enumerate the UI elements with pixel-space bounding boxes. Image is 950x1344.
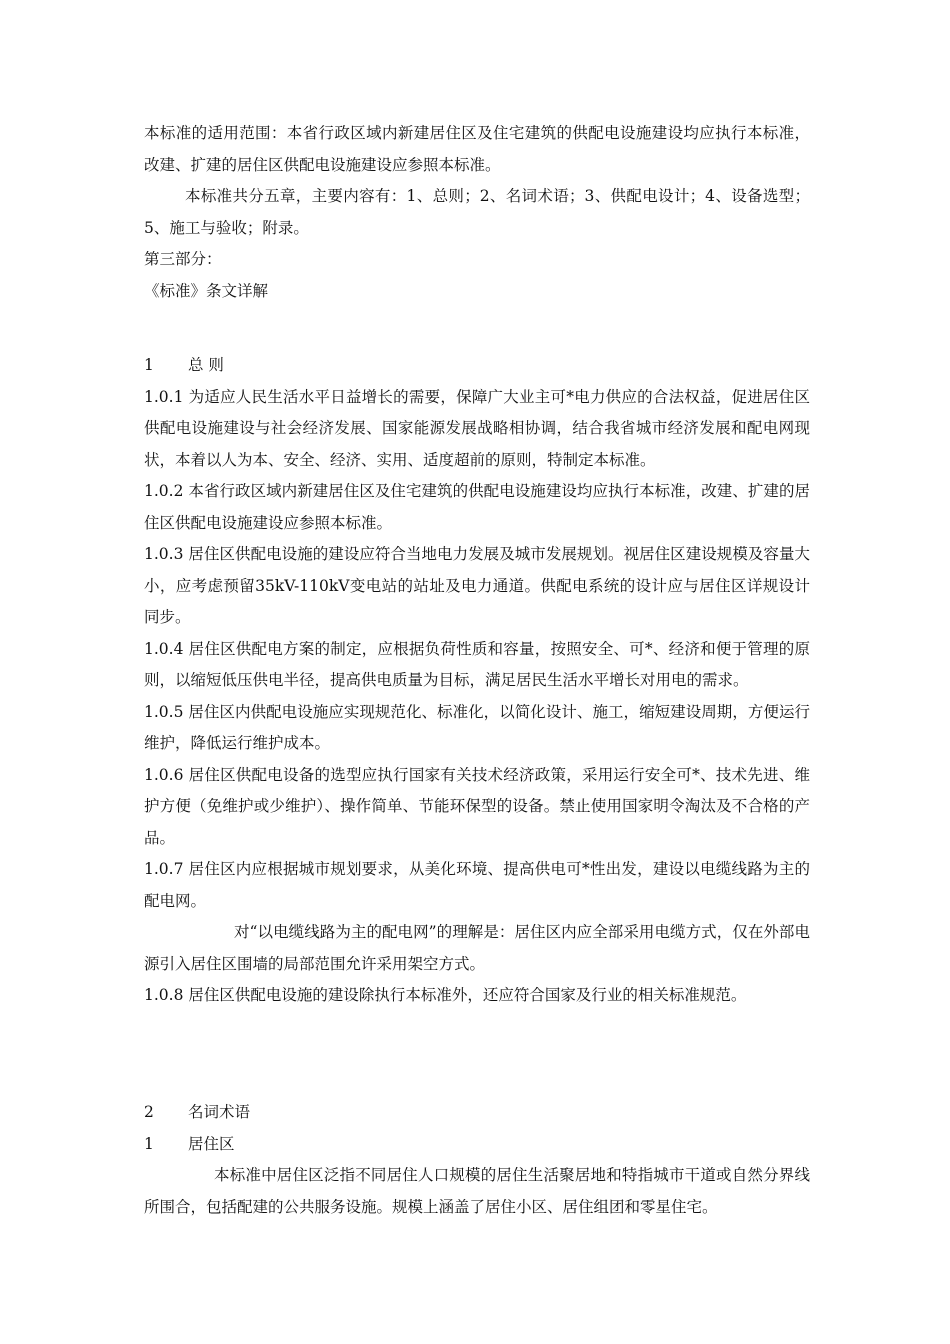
clause-1-0-3: 1.0.3 居住区供配电设施的建设应符合当地电力发展及城市发展规划。视居住区建设规模及容量大小，应考虑预留35kV-110kV变电站的站址及电力通道。供配电系统的设计应与居住区详规设计同步。	[144, 545, 810, 626]
clause-1-0-1: 1.0.1 为适应人民生活水平日益增长的需要，保障广大业主可*电力供应的合法权益，促进居住区供配电设施建设与社会经济发展、国家能源发展战略相协调，结合我省城市经济发展和配电网现状，本着以人为本、安全、经济、实用、适度超前的原则，特制定本标准。	[144, 387, 810, 469]
scope-paragraph: 本标准的适用范围：本省行政区域内新建居住区及住宅建筑的供配电设施建设均应执行本标准，改建、扩建的居住区供配电设施建设应参照本标准。	[144, 124, 810, 174]
clause-1-0-6: 1.0.6 居住区供配电设备的选型应执行国家有关技术经济政策，采用运行安全可*、技术先进、维护方便（免维护或少维护）、操作简单、节能环保型的设备。禁止使用国家明令淘汰及不合格的产品。	[144, 765, 810, 847]
section2-number: 2	[144, 1103, 154, 1121]
explanation-paragraph: 对“以电缆线路为主的配电网”的理解是：居住区内应全部采用电缆方式，仅在外部电源引入居住区围墙的局部范围允许采用架空方式。	[144, 923, 810, 973]
chapters-paragraph: 本标准共分五章，主要内容有：1、总则；2、名词术语；3、供配电设计；4、设备选型；5、施工与验收；附录。	[144, 187, 810, 237]
clause-1-0-5: 1.0.5 居住区内供配电设施应实现规范化、标准化，以简化设计、施工，缩短建设周期，方便运行维护，降低运行维护成本。	[144, 702, 810, 752]
clause-1-0-4: 1.0.4 居住区供配电方案的制定，应根据负荷性质和容量，按照安全、可*、经济和便于管理的原则，以缩短低压供电半径，提高供电质量为目标，满足居民生活水平增长对用电的需求。	[144, 639, 810, 689]
section2-block	[144, 1097, 810, 1223]
section1-block	[144, 350, 810, 1012]
part2-block	[144, 118, 810, 307]
term-definition: 本标准中居住区泛指不同居住人口规模的居住生活聚居地和特指城市干道或自然分界线所围合，包括配建的公共服务设施。规模上涵盖了居住小区、居住组团和零星住宅。	[144, 1166, 810, 1216]
clause-1-0-2: 1.0.2 本省行政区域内新建居住区及住宅建筑的供配电设施建设均应执行本标准，改建、扩建的居住区供配电设施建设应参照本标准。	[144, 482, 810, 532]
part3-title: 《标准》条文详解	[144, 281, 269, 300]
section1-heading	[144, 350, 810, 382]
section2-title: 名词术语	[188, 1103, 251, 1121]
section1-title: 总 则	[188, 356, 224, 374]
term-title: 居住区	[188, 1134, 235, 1153]
term-number: 1	[144, 1134, 154, 1153]
section1-number: 1	[144, 356, 154, 374]
term-heading	[144, 1129, 810, 1161]
clause-1-0-7: 1.0.7 居住区内应根据城市规划要求，从美化环境、提高供电可*性出发，建设以电缆线路为主的配电网。	[144, 860, 810, 910]
section2-heading	[144, 1097, 810, 1129]
part3-heading: 第三部分：	[144, 250, 222, 268]
clause-1-0-8: 1.0.8 居住区供配电设施的建设除执行本标准外，还应符合国家及行业的相关标准规范。	[144, 986, 747, 1004]
